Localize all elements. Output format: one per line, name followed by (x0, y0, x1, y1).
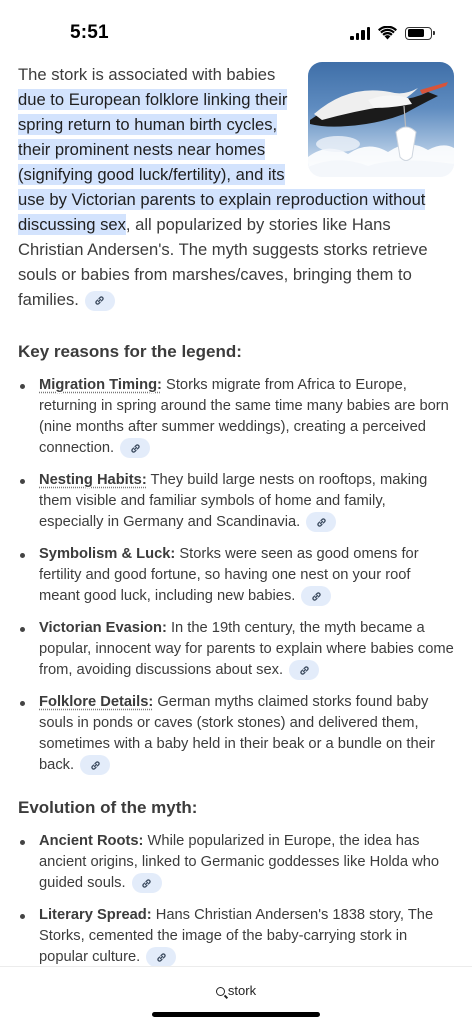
term-ancient-roots: Ancient Roots: (39, 833, 144, 849)
item-text: Storks were seen as good omens for fertility and good fortune, so having one nest on your roof meant good luck, including new babies. (39, 546, 419, 604)
source-link-chip[interactable] (289, 660, 319, 680)
source-link-chip[interactable] (85, 291, 115, 311)
term-folklore-details[interactable]: Folklore Details: (39, 694, 154, 710)
link-icon (315, 516, 328, 529)
term-nesting-habits[interactable]: Nesting Habits: (39, 472, 147, 488)
list-item (18, 375, 454, 459)
item-text: German myths claimed storks found baby souls in ponds or caves (stork stones) and delivered them, sometimes with a baby held in their beak or a bundle on their back. (39, 694, 435, 773)
status-bar (0, 0, 472, 62)
search-query: stork (227, 983, 257, 998)
list-item (18, 618, 454, 681)
item-text: In the 19th century, the myth became a popular, innocent way for parents to explain where babies come from, avoiding discussions about sex. (39, 620, 454, 678)
source-link-chip[interactable] (120, 438, 150, 458)
item-text: Hans Christian Andersen's 1838 story, The Storks, cemented the image of the baby-carrying stork in popular culture. (39, 907, 434, 965)
link-icon (155, 951, 168, 964)
term-victorian-evasion: Victorian Evasion: (39, 620, 167, 636)
battery-icon (405, 27, 432, 40)
source-link-chip[interactable] (146, 947, 176, 967)
status-icons (350, 26, 432, 40)
link-icon (89, 759, 102, 772)
ai-answer-content (18, 62, 454, 979)
intro-tail: , all popularized by stories like Hans Christian Andersen's. The myth suggests storks retrieve souls or babies from marshes/caves, bringing them to families. (18, 215, 428, 309)
highlighted-text: due to European folklore linking their spring return to human birth cycles, their prominent nests near homes (signifying good luck/fertility), and its use by Victorian parents to explain reproduction without discussing sex (18, 90, 426, 234)
cellular-signal-icon (350, 27, 370, 40)
link-icon (140, 877, 153, 890)
home-indicator[interactable] (152, 1012, 320, 1017)
link-icon (93, 294, 106, 307)
source-link-chip[interactable] (301, 586, 331, 606)
reasons-list (18, 375, 454, 776)
item-text: They build large nests on rooftops, making them visible and familiar symbols of home and family, especially in Germany and Scandinavia. (39, 472, 428, 530)
list-item (18, 470, 454, 533)
item-text: While popularized in Europe, the idea has ancient origins, linked to Germanic goddesses like Holda who guided souls. (39, 833, 440, 891)
term-literary-spread: Literary Spread: (39, 907, 152, 923)
search-query-pill[interactable] (0, 983, 472, 998)
link-icon (298, 664, 311, 677)
intro-lead: The stork is associated with babies (18, 65, 276, 84)
item-text: Storks migrate from Africa to Europe, returning in spring around the same time many babies are born (nine months after summer weddings), creating a perceived connection. (39, 377, 449, 456)
list-item (18, 544, 454, 607)
source-link-chip[interactable] (132, 873, 162, 893)
link-icon (310, 590, 323, 603)
search-icon (216, 987, 225, 996)
evolution-list (18, 831, 454, 968)
bottom-search-bar (0, 966, 472, 1024)
list-item (18, 831, 454, 894)
list-item (18, 905, 454, 968)
link-icon (129, 442, 142, 455)
term-symbolism-luck: Symbolism & Luck: (39, 546, 176, 562)
evolution-heading: Evolution of the myth: (18, 798, 198, 817)
reasons-heading: Key reasons for the legend: (18, 342, 242, 361)
stork-image[interactable] (308, 62, 454, 177)
stork-carrying-baby-illustration (308, 62, 454, 177)
source-link-chip[interactable] (306, 512, 336, 532)
list-item (18, 692, 454, 776)
wifi-icon (378, 26, 397, 40)
term-migration-timing[interactable]: Migration Timing: (39, 377, 162, 393)
source-link-chip[interactable] (80, 755, 110, 775)
status-time: 5:51 (70, 22, 109, 43)
